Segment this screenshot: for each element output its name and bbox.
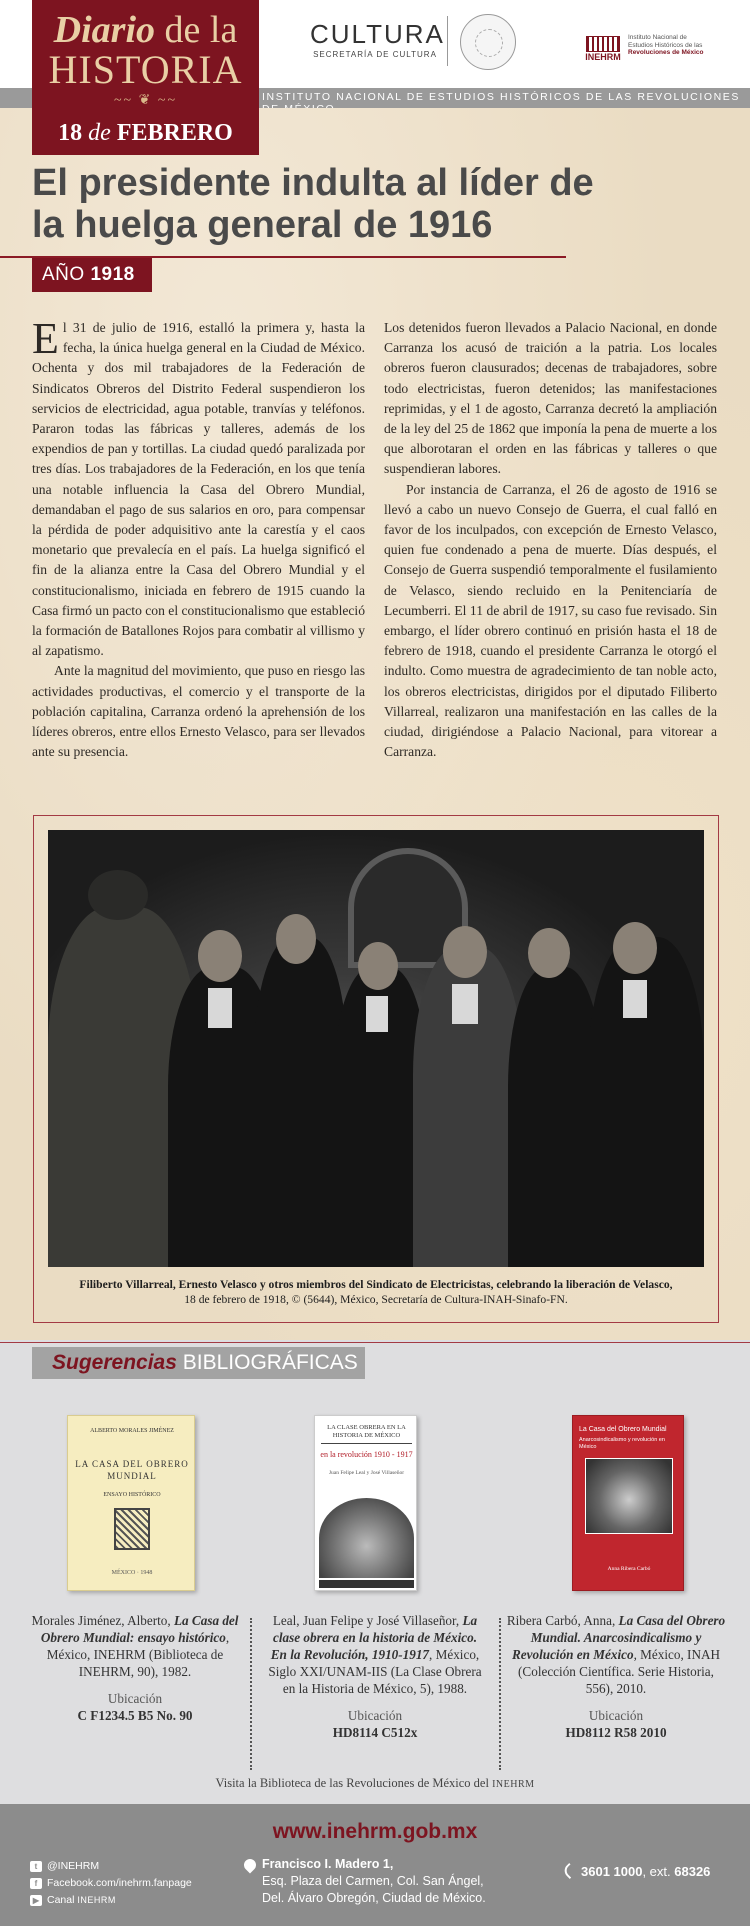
photo-frame — [33, 815, 719, 1323]
book-emblem-icon — [114, 1508, 150, 1550]
location-label: Ubicación — [347, 1708, 403, 1723]
paragraph: El 31 de julio de 1916, estalló la primera y, hasta la fecha, la única huelga general en la Ciudad de México. Ochenta y dos mil trabajadores de la Federación de Sindicatos Obreros del Distrito Federal suspendieron los servicios de electricidad, agua potable, tranvías y teléfonos. Pararon todas las fábricas y talleres, además de los expendios de pan y tortillas. La ciudad quedó paralizada por tres días. Los trabajadores de la Federación, en los que tenía una notable influencia la Casa del Obrero Mundial, demandaban el pago de sus salarios en oro, para compensar la pérdida de poder adquisitivo ante la carestía y el caos monetario que prevalecía en el país. La huelga significó el fin de la alianza entre la Casa del Obrero Mundial y el constitucionalismo, iniciada en febrero de 1915 cuando la Casa firmó un pacto con el constitucionalismo que estableció la formación de Batallones Rojos para combatir al villismo y al zapatismo. — [32, 314, 365, 659]
twitter-icon: t — [30, 1861, 42, 1872]
location-pin-icon — [244, 1859, 256, 1875]
address: Francisco I. Madero 1, Esq. Plaza del Carmen, Col. San Ángel, Del. Álvaro Obregón, Ciudad de México. — [262, 1857, 486, 1905]
bibliography-heading: Sugerencias BIBLIOGRÁFICAS — [32, 1347, 365, 1379]
reference-divider — [250, 1618, 252, 1770]
location-label: Ubicación — [107, 1691, 163, 1706]
ornament-icon: ~~ ❦ ~~ — [113, 93, 178, 108]
location-code: HD8112 R58 2010 — [565, 1725, 667, 1740]
reference-divider — [499, 1618, 501, 1770]
inehrm-building-icon — [582, 34, 624, 62]
phone-icon — [561, 1863, 577, 1879]
location-code: C F1234.5 B5 No. 90 — [77, 1708, 193, 1723]
library-visit-note: Visita la Biblioteca de las Revoluciones de México del INEHRM — [215, 1776, 535, 1790]
location-label: Ubicación — [588, 1708, 644, 1723]
twitter-link[interactable]: t @INEHRM — [30, 1858, 192, 1875]
brand-title: Diario de la — [53, 9, 238, 51]
institute-strip-text: INSTITUTO NACIONAL DE ESTUDIOS HISTÓRICOS DE LAS REVOLUCIONES — [262, 91, 740, 103]
article-headline: El presidente indulta al líder de la huelga general de 1916 — [32, 162, 594, 246]
cultura-subtitle: SECRETARÍA DE CULTURA — [313, 50, 437, 59]
inehrm-label: INEHRM — [585, 52, 621, 62]
inehrm-fullname: Instituto Nacional de Estudios Históricos de las Revoluciones de México — [628, 34, 704, 56]
logo-divider — [447, 16, 448, 66]
facebook-link[interactable]: f Facebook.com/inehrm.fanpage — [30, 1875, 192, 1892]
reference-ribera: Ribera Carbó, Anna, La Casa del Obrero Mundial. Anarcosindicalismo y Revolución en México, México, INAH (Colección Científica. Serie Historia, 556), 2010. Ubicación HD8112 R58 2010 — [506, 1613, 726, 1740]
paragraph: Ante la magnitud del movimiento, que puso en riesgo las actividades productivas, el comercio y el transporte de la población capitalina, Carranza ordenó la aprehensión de los líderes obreros, entre ellos Ernesto Velasco, para ser llevados ante su presencia. — [32, 663, 365, 760]
dropcap: E — [32, 314, 59, 363]
brand-date: 18 de FEBRERO — [58, 120, 233, 146]
article-column-right — [384, 318, 717, 762]
cultura-logo[interactable] — [310, 19, 445, 59]
historic-photo[interactable] — [48, 830, 704, 1267]
phone-number[interactable]: 3601 1000, ext. 68326 — [564, 1864, 710, 1879]
photo-caption: Filiberto Villarreal, Ernesto Velasco y otros miembros del Sindicato de Electricistas, celebrando la liberación de Velasco, 18 de febrero de 1918, © (5644), México, Secretaría de Cultura-INAH-Sinafo-FN. — [79, 1278, 673, 1306]
inehrm-logo[interactable] — [582, 34, 722, 62]
reference-morales: Morales Jiménez, Alberto, La Casa del Obrero Mundial: ensayo histórico, México, INEHRM (Biblioteca de INEHRM, 90), 1982. Ubicación C F1234.5 B5 No. 90 — [24, 1612, 246, 1724]
paragraph: Los detenidos fueron llevados a Palacio Nacional, en donde Carranza los acusó de traición a la patria. Los locales obreros fueron clausurados; decenas de trabajadores, sobre todo electricistas, fueron detenidos; las manifestaciones reprimidas, y el 1 de agosto, Carranza decretó la ampliación de la ley del 25 de 1862 que imponía la pena de muerte a los que alborotaran el orden en las fábricas y talleres o que suspendieran labores. — [384, 320, 717, 477]
book-cover-leal[interactable]: LA CLASE OBRERA EN LA HISTORIA DE MÉXICO en la revolución 1910 - 1917 Juan Felipe Leal y José Villaseñor — [314, 1415, 417, 1591]
website-link[interactable]: www.inehrm.gob.mx — [272, 1820, 478, 1843]
youtube-icon: ▶ — [30, 1895, 42, 1906]
diario-brand — [32, 0, 259, 155]
article-column-left — [32, 314, 365, 762]
reference-leal: Leal, Juan Felipe y José Villaseñor, La clase obrera en la historia de México. En la Revolución, 1910-1917, México, Siglo XXI/UNAM-IIS (La Clase Obrera en la Historia de México, 5), 1988. Ubicación HD8114 C512x — [264, 1612, 486, 1741]
book-cover-image — [585, 1458, 673, 1534]
national-seal-icon — [460, 14, 516, 70]
bibliography-rule — [0, 1342, 750, 1343]
location-code: HD8114 C512x — [332, 1725, 418, 1740]
paragraph: Por instancia de Carranza, el 26 de agosto de 1916 se llevó a cabo un nuevo Consejo de Guerra, el cual falló en favor de los inculpados, con excepción de Ernesto Velasco, quien fue condenado a pena de muerte. Días después, el Consejo de Guerra suspendió temporalmente el fusilamiento de Velasco, siendo recluido en la Penitenciaría de Lecumberri. El 11 de abril de 1917, su caso fue revisado. Sin embargo, el líder obrero continuó en prisión hasta el 18 de febrero de 1918, cuando el presidente Carranza le otorgó el indulto. Como muestra de agradecimiento de tan noble acto, los obreros electricistas, dirigidos por el diputado Filiberto Villarreal, realizaron una manifestación en las calles de la ciudad, dirigiéndose a Palacio Nacional, para vitorear a Carranza. — [384, 481, 717, 760]
brand-title-historia: HISTORIA — [48, 47, 243, 92]
year-tag: AÑO 1918 — [32, 258, 152, 292]
book-cover-morales[interactable]: ALBERTO MORALES JIMÉNEZ LA CASA DEL OBRERO MUNDIAL ENSAYO HISTÓRICO MÉXICO · 1948 — [67, 1415, 195, 1591]
cultura-name: CULTURA — [310, 19, 445, 49]
book-cover-image — [319, 1498, 414, 1578]
youtube-link[interactable]: ▶ Canal INEHRM — [30, 1892, 192, 1909]
facebook-icon: f — [30, 1878, 42, 1889]
book-cover-ribera[interactable]: La Casa del Obrero Mundial Anarcosindicalismo y revolución en México Anna Ribera Carbó — [572, 1415, 684, 1591]
social-links — [30, 1858, 192, 1909]
